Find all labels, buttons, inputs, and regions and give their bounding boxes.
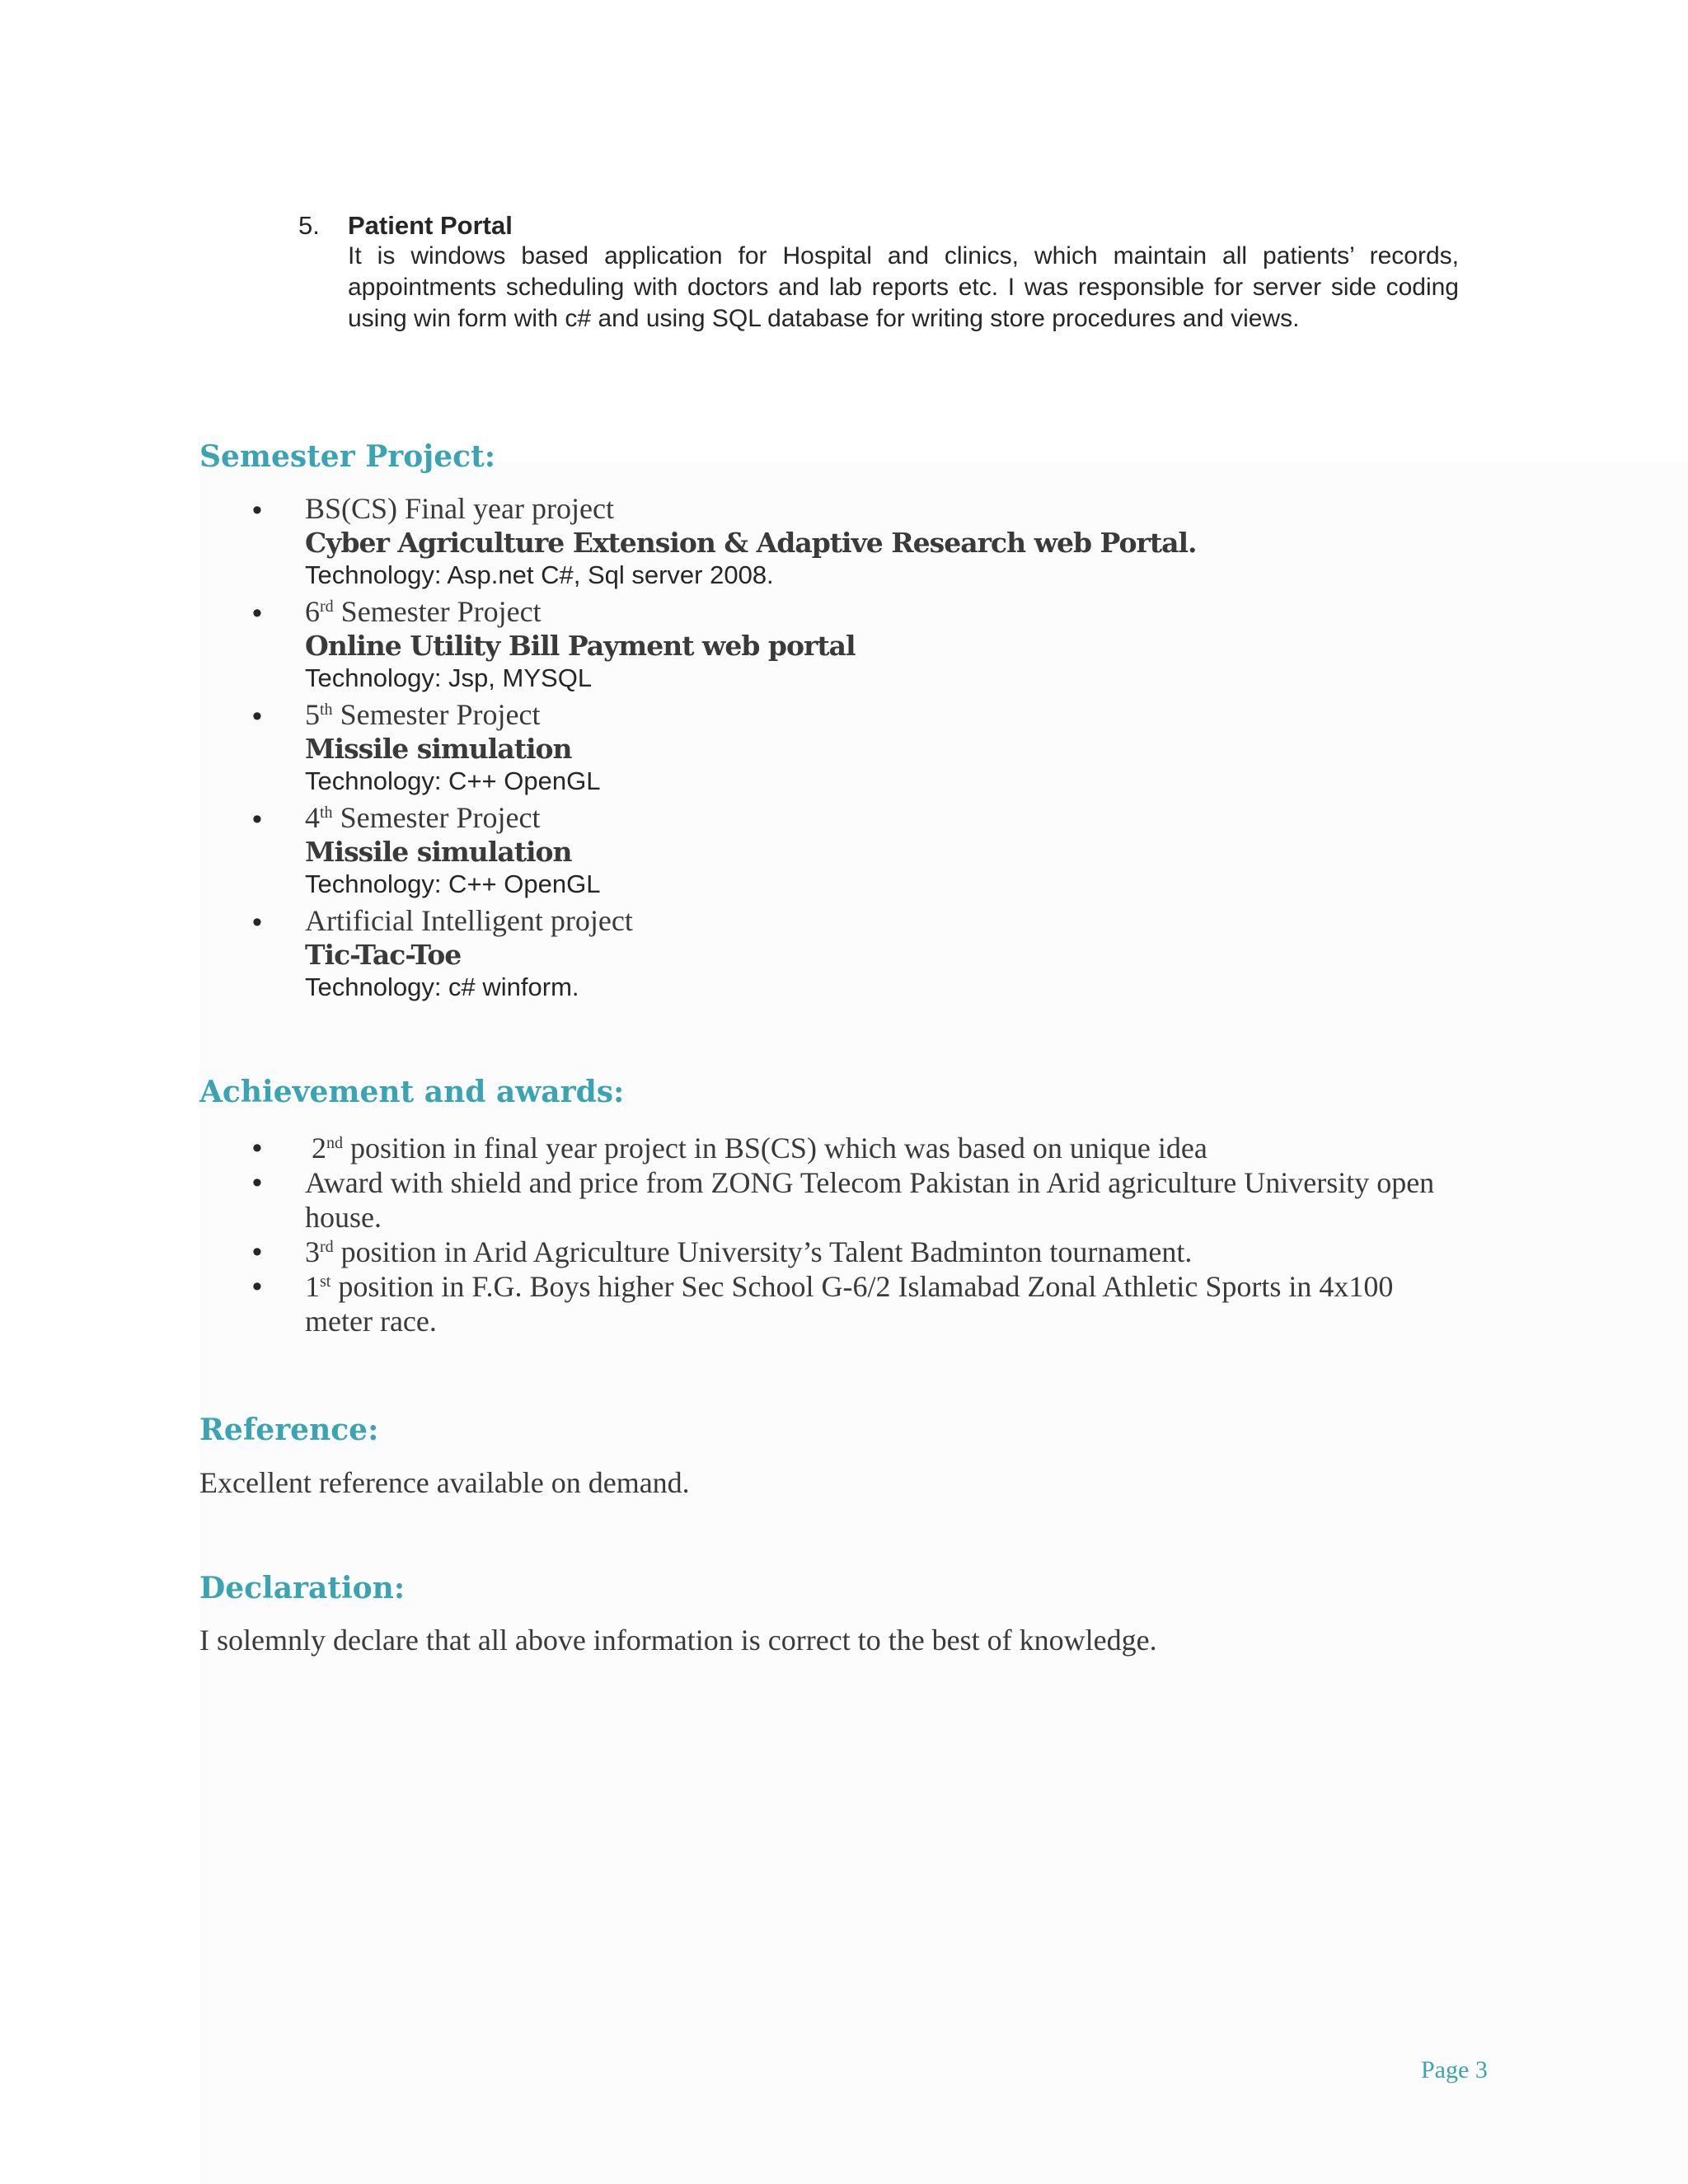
bullet-icon: •: [252, 907, 262, 938]
semester-project-technology: Technology: C++ OpenGL: [305, 869, 601, 898]
semester-project-technology: Technology: C++ OpenGL: [305, 766, 601, 795]
label-number: 4: [305, 801, 320, 834]
semester-project-list: [252, 491, 1571, 1006]
semester-project-item: [252, 697, 1571, 800]
semester-project-item: [252, 903, 1571, 1006]
work-project-number: 5.: [298, 211, 320, 240]
semester-project-item: [252, 491, 1571, 594]
label-number: 6: [305, 595, 320, 628]
bullet-icon: •: [252, 1236, 262, 1268]
semester-project-name: Missile simulation: [305, 836, 572, 868]
semester-project-name: Cyber Agriculture Extension & Adaptive Research web Portal.: [305, 527, 1197, 559]
semester-project-label: [305, 903, 1571, 938]
declaration-text: I solemnly declare that all above information is correct to the best of knowledge.: [199, 1624, 1157, 1657]
semester-project-label: [305, 491, 1571, 526]
bullet-icon: •: [252, 494, 262, 526]
achievement-item: [252, 1131, 1464, 1165]
reference-text: Excellent reference available on demand.: [199, 1466, 690, 1499]
label-ordinal: th: [320, 701, 333, 719]
work-project-description: It is windows based application for Hospital and clinics, which maintain all patients’ records, appointments scheduling with doctors and lab reports etc. I was responsible for server side coding using win form with c# and using SQL database for writing store procedures and views.: [348, 242, 1459, 332]
achievement-ordinal: rd: [320, 1238, 334, 1256]
bullet-icon: •: [252, 1271, 262, 1302]
achievement-number: 2: [312, 1132, 326, 1165]
semester-project-item: [252, 594, 1571, 697]
semester-project-label: [305, 800, 1571, 835]
label-number: 5: [305, 698, 320, 731]
reference-heading: Reference:: [199, 1413, 379, 1447]
achievement-number: 1: [305, 1270, 320, 1303]
label-ordinal: th: [320, 804, 333, 822]
bullet-icon: •: [252, 701, 262, 732]
achievement-text: position in Arid Agriculture University’s Talent Badminton tournament.: [333, 1235, 1193, 1268]
semester-project-label: [305, 594, 1571, 629]
semester-project-name: Online Utility Bill Payment web portal: [305, 630, 856, 662]
semester-project-technology: Technology: c# winform.: [305, 972, 579, 1001]
declaration-heading: Declaration:: [199, 1571, 406, 1605]
achievement-item: [252, 1235, 1464, 1269]
bullet-icon: •: [252, 1167, 262, 1198]
semester-project-item: [252, 800, 1571, 903]
label-text: Artificial Intelligent project: [305, 904, 633, 937]
semester-project-name: Missile simulation: [305, 733, 572, 765]
work-project-title: Patient Portal: [348, 211, 513, 240]
achievements-list: [252, 1131, 1464, 1338]
achievement-ordinal: st: [320, 1272, 331, 1291]
achievements-heading: Achievement and awards:: [199, 1075, 625, 1109]
label-text: BS(CS) Final year project: [305, 492, 614, 525]
label-ordinal: rd: [320, 598, 334, 616]
achievement-text: position in final year project in BS(CS) which was based on unique idea: [343, 1132, 1207, 1165]
bullet-icon: •: [252, 1132, 262, 1164]
achievement-number: 3: [305, 1235, 320, 1268]
label-text: Semester Project: [333, 595, 542, 628]
achievement-item: [252, 1165, 1464, 1235]
bullet-icon: •: [252, 804, 262, 835]
bullet-icon: •: [252, 598, 262, 629]
label-text: Semester Project: [332, 698, 541, 731]
label-text: Semester Project: [332, 801, 541, 834]
semester-heading: Semester Project:: [199, 439, 496, 474]
achievement-text: position in F.G. Boys higher Sec School G-6/2 Islamabad Zonal Athletic Sports in 4x100 meter race.: [305, 1270, 1394, 1338]
semester-project-technology: Technology: Jsp, MYSQL: [305, 663, 593, 692]
achievement-ordinal: nd: [326, 1134, 343, 1152]
page-number: Page 3: [1421, 2056, 1488, 2083]
semester-project-technology: Technology: Asp.net C#, Sql server 2008.: [305, 560, 774, 589]
semester-project-name: Tic-Tac-Toe: [305, 939, 462, 971]
achievement-text: Award with shield and price from ZONG Telecom Pakistan in Arid agriculture University open house.: [305, 1166, 1435, 1234]
achievement-item: [252, 1269, 1464, 1338]
semester-project-label: [305, 697, 1571, 732]
